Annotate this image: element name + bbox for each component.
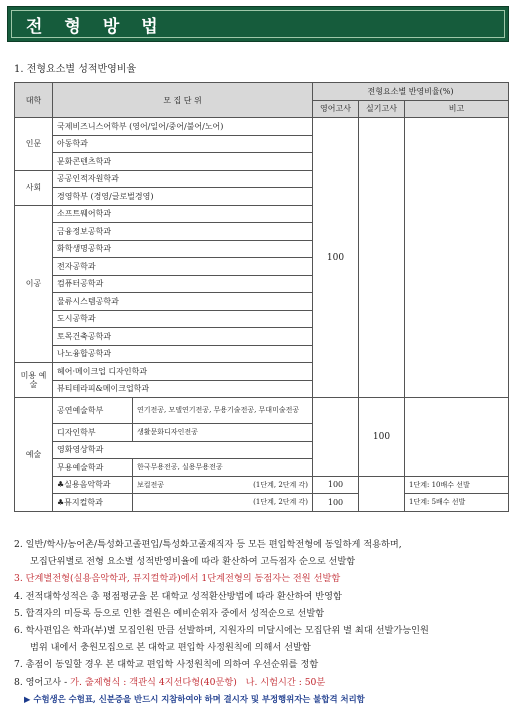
track-cell xyxy=(133,494,313,512)
table-row: 화학생명공학과 xyxy=(53,240,313,258)
section-heading: 1. 전형요소별 성적반영비율 xyxy=(14,64,137,75)
remarks-empty-upper xyxy=(405,118,509,398)
table-row: 문화콘텐츠학과 xyxy=(53,153,313,171)
note-4: 4. 전적대학성적은 총 평점평균을 본 대학교 성적환산방법에 따라 환산하여 반영함 xyxy=(14,590,342,602)
table-row: 공연예술학부 xyxy=(53,398,133,424)
track-cell: 연기전공, 모델연기전공, 무용기술전공, 무대미술전공 xyxy=(133,398,313,424)
practical-empty-upper xyxy=(359,118,405,398)
table-row: 물류시스템공학과 xyxy=(53,293,313,311)
stage-note: (1단계, 2단계 각) xyxy=(253,480,309,489)
table-row: 국제비즈니스어학부 (영어/일어/중어/불어/노어) xyxy=(53,118,313,136)
table-row: 컴퓨터공학과 xyxy=(53,275,313,293)
note-2: 2. 일반/학사/농어촌/특성화고졸편입/특성화고졸재직자 등 모든 편입학전형에 동일하게 적용하며, xyxy=(14,539,402,550)
notes-list xyxy=(14,536,508,708)
remarks-empty-arts xyxy=(405,398,509,477)
track-name: 보컬전공 xyxy=(137,480,165,489)
header-college: 대학 xyxy=(15,83,53,118)
college-beauty: 미용 예술 xyxy=(15,363,53,398)
table-row: 영화영상학과 xyxy=(53,441,313,459)
table-row: 토목건축공학과 xyxy=(53,328,313,346)
note-7: 7. 총점이 동일할 경우 본 대학교 편입학 사정원칙에 의하여 우선순위를 정함 xyxy=(14,659,319,671)
track-cell: 한국무용전공, 실용무용전공 xyxy=(133,459,313,477)
table-row: 헤어·메이크업 디자인학과 xyxy=(53,363,313,381)
note-8 xyxy=(14,674,508,691)
note-8-time: 나. 시험시간 : 50분 xyxy=(245,676,326,688)
practical-empty-lower xyxy=(359,476,405,511)
header-english: 영어고사 xyxy=(313,100,359,118)
note-6-cont: 범위 내에서 충원모집으로 본 대학교 편입학 사정원칙에 의해서 선발함 xyxy=(30,642,311,654)
table-row: ♣실용음악학과 xyxy=(53,476,133,494)
table-row: 경영학부 (경영/글로벌경영) xyxy=(53,188,313,206)
note-8-format: 가. 출제형식 : 객관식 4지선다형(40문항) xyxy=(70,676,237,688)
caution-note: ▶ 수험생은 수험표, 신분증을 반드시 지참하여야 하며 결시자 및 부정행위자는 불합격 처리함 xyxy=(24,693,365,704)
college-humanities: 인문 xyxy=(15,118,53,171)
college-arts: 예술 xyxy=(15,398,53,512)
table-row: 전자공학과 xyxy=(53,258,313,276)
remark-cell: 1단계: 10배수 선발 xyxy=(405,476,509,494)
note-3: 3. 단계별전형(실용음악학과, 뮤지컬학과)에서 1단계전형의 동점자는 전원 선발함 xyxy=(14,573,341,585)
header-unit: 모 집 단 위 xyxy=(53,83,313,118)
header-ratio-group: 전형요소별 반영비율(%) xyxy=(313,83,509,101)
remark-cell: 1단계: 5배수 선발 xyxy=(405,494,509,512)
table-row: 아동학과 xyxy=(53,135,313,153)
english-value: 100 xyxy=(313,476,359,494)
table-row: 나노융합공학과 xyxy=(53,345,313,363)
table-row: 공공인적자원학과 xyxy=(53,170,313,188)
track-cell xyxy=(133,476,313,494)
table-row: ♣뮤지컬학과 xyxy=(53,494,133,512)
english-value: 100 xyxy=(313,494,359,512)
table-row: 무용예술학과 xyxy=(53,459,133,477)
table-row: 뷰티테라피&메이크업학과 xyxy=(53,380,313,398)
table-row: 소프트웨어학과 xyxy=(53,205,313,223)
track-cell: 생활문화디자인전공 xyxy=(133,424,313,442)
header-remarks: 비고 xyxy=(405,100,509,118)
stage-note: (1단계, 2단계 각) xyxy=(253,498,309,507)
banner-title: 전형방법 xyxy=(26,17,180,37)
note-8-prefix: 8. 영어고사 - xyxy=(14,676,71,688)
college-social: 사회 xyxy=(15,170,53,205)
note-6: 6. 학사편입은 학과(부)별 모집인원 만큼 선발하며, 지원자의 미달시에는 모집단위 별 최대 선발가능인원 xyxy=(14,625,429,637)
header-practical: 실기고사 xyxy=(359,100,405,118)
college-science: 이공 xyxy=(15,205,53,363)
table-row: 금융정보공학과 xyxy=(53,223,313,241)
practical-value: 100 xyxy=(359,398,405,477)
note-2-cont: 모집단위별로 전형 요소별 성적반영비율에 따라 환산하여 고득점자 순으로 선발함 xyxy=(30,556,356,568)
english-empty-arts xyxy=(313,398,359,477)
title-banner xyxy=(7,6,509,42)
english-value: 100 xyxy=(313,118,359,398)
table-row: 디자인학부 xyxy=(53,424,133,442)
ratio-table xyxy=(14,82,509,512)
note-5: 5. 합격자의 미등록 등으로 인한 결원은 예비순위자 중에서 성적순으로 선발함 xyxy=(14,607,325,619)
table-row: 도시공학과 xyxy=(53,310,313,328)
